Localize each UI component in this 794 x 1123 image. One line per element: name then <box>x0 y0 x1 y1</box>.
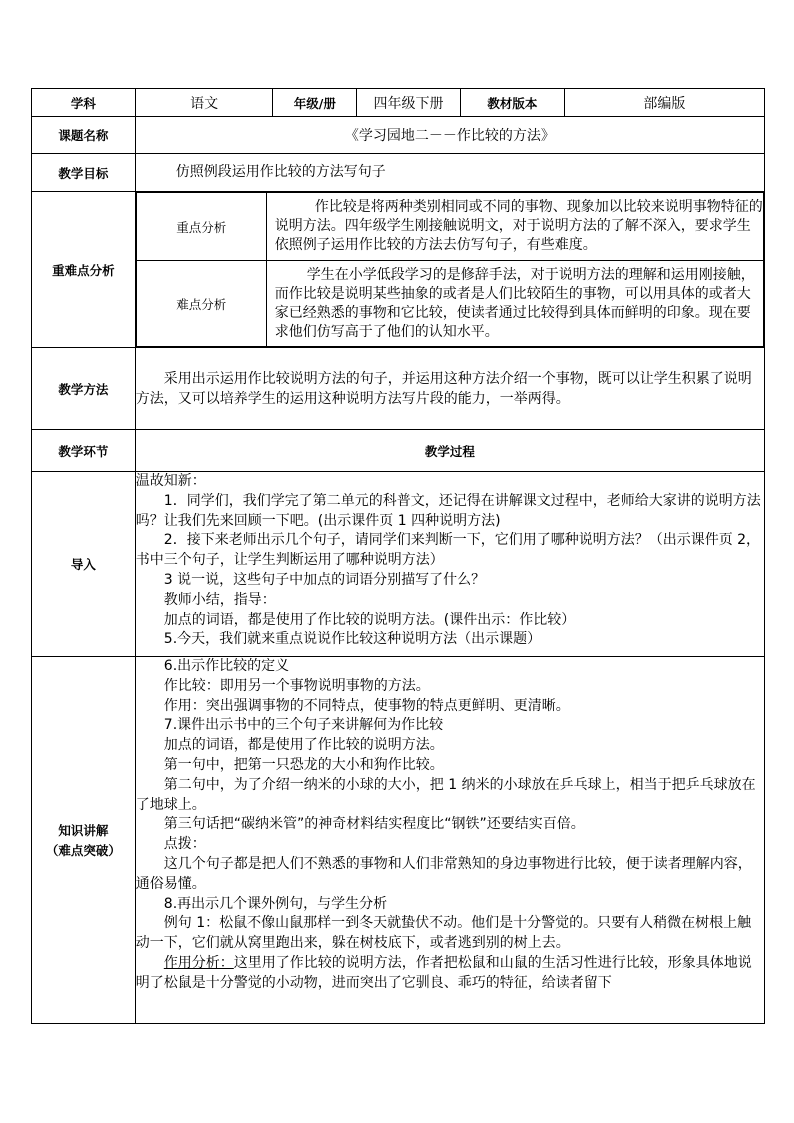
grade-value: 四年级下册 <box>357 89 461 117</box>
goal-value: 仿照例段运用作比较的方法写句子 <box>135 154 764 192</box>
intro-line: 加点的词语，都是使用了作比较的说明方法。(课件出示：作比较） <box>163 611 576 628</box>
intro-label: 导入 <box>32 472 136 657</box>
goal-row <box>32 154 765 192</box>
analysis-row <box>32 192 765 348</box>
knowledge-line: 例句 1：松鼠不像山鼠那样一到冬天就蛰伏不动。他们是十分警觉的。只要有人稍微在树根上触动一下，它们就从窝里跑出来，躲在树枝底下，或者逃到别的树上去。 <box>135 915 752 952</box>
key-analysis-text: 作比较是将两种类别相同或不同的事物、现象加以比较来说明事物特征的说明方法。四年级学生刚接触说明文，对于说明方法的了解不深入，要求学生依照例子运用作比较的方法去仿写句子，有些难度。 <box>266 193 763 261</box>
subject-value: 语文 <box>135 89 273 117</box>
method-row <box>32 348 765 430</box>
knowledge-line: 7.课件出示书中的三个句子来讲解何为作比较 <box>163 717 444 734</box>
knowledge-line: 加点的词语，都是使用了作比较的说明方法。 <box>163 737 444 754</box>
knowledge-line: 第二句中，为了介绍一纳米的小球的大小，把 1 纳米的小球放在乒乓球上，相当于把乒乓球放在了地球上。 <box>135 776 756 813</box>
knowledge-row <box>32 657 765 1024</box>
intro-line: 5.今天，我们就来重点说说作比较这种说明方法（出示课题） <box>163 631 542 648</box>
intro-line: 2．接下来老师出示几个句子，请同学们来判断一下，它们用了哪种说明方法？（出示课件页 2，书中三个句子，让学生判断运用了哪种说明方法） <box>135 532 761 569</box>
analysis-label: 重难点分析 <box>32 192 136 348</box>
intro-row <box>32 472 765 657</box>
knowledge-line: 8.再出示几个课外例句，与学生分析 <box>163 895 388 912</box>
goal-label: 教学目标 <box>32 154 136 192</box>
process-step-label: 教学环节 <box>32 430 136 472</box>
knowledge-line: 点拨： <box>163 836 206 853</box>
analysis-prefix: 作用分析： <box>163 954 234 971</box>
lesson-plan-table <box>31 88 765 1024</box>
intro-line: 温故知新： <box>135 473 206 489</box>
header-row <box>32 89 765 117</box>
method-text: 采用出示运用作比较说明方法的句子，并运用这种方法介绍一个事物，既可以让学生积累了说明方法，又可以培养学生的运用这种说明方法写片段的能力，一举两得。 <box>135 348 764 430</box>
key-analysis-label: 重点分析 <box>136 193 266 261</box>
grade-label: 年级/册 <box>273 89 357 117</box>
knowledge-line: 作用：突出强调事物的不同特点，使事物的特点更鲜明、更清晰。 <box>163 697 570 714</box>
difficult-analysis-label: 难点分析 <box>136 261 266 347</box>
intro-line: 教师小结，指导： <box>163 591 276 608</box>
knowledge-line: 第三句话把“碳纳米管”的神奇材料结实程度比“钢铁”还要结实百倍。 <box>163 816 585 833</box>
knowledge-line: 作比较：即用另一个事物说明事物的方法。 <box>163 677 430 694</box>
subject-label: 学科 <box>32 89 136 117</box>
analysis-rest: 这里用了作比较的说明方法，作者把松鼠和山鼠的生活习性进行比较，形象具体地说明了松鼠是十分警觉的小动物，进而突出了它驯良、乖巧的特征，给读者留下 <box>135 954 752 991</box>
intro-line: 3 说一说，这些句子中加点的词语分别描写了什么？ <box>163 571 486 588</box>
process-header-row <box>32 430 765 472</box>
intro-line: 1．同学们，我们学完了第二单元的科普文，还记得在讲解课文过程中，老师给大家讲的说明方法吗？让我们先来回顾一下吧。(出示课件页 1 四种说明方法) <box>135 492 761 529</box>
analysis-inner-table <box>136 192 764 347</box>
process-label: 教学过程 <box>135 430 764 472</box>
topic-value: 《学习园地二－－作比较的方法》 <box>135 117 764 154</box>
knowledge-sublabel: （难点突破） <box>45 843 121 858</box>
method-label: 教学方法 <box>32 348 136 430</box>
intro-content <box>135 472 764 657</box>
edition-label: 教材版本 <box>460 89 564 117</box>
difficult-analysis-text: 学生在小学低段学习的是修辞手法，对于说明方法的理解和运用刚接触，而作比较是说明某些抽象的或者是人们比较陌生的事物，可以用具体的或者大家已经熟悉的事物和它比较，使读者通过比较得到具体而鲜明的印象。现在要求他们仿写高于了他们的认知水平。 <box>266 261 763 347</box>
knowledge-line: 这几个句子都是把人们不熟悉的事物和人们非常熟知的身边事物进行比较，便于读者理解内容，通俗易懂。 <box>135 855 752 892</box>
knowledge-content <box>135 657 764 1024</box>
analysis-paragraph <box>136 954 764 994</box>
knowledge-line: 6.出示作比较的定义 <box>163 658 290 674</box>
knowledge-label-cell <box>32 657 136 1024</box>
topic-row <box>32 117 765 154</box>
edition-value: 部编版 <box>564 89 764 117</box>
knowledge-line: 第一句中，把第一只恐龙的大小和狗作比较。 <box>163 756 444 773</box>
knowledge-label: 知识讲解 <box>58 823 109 838</box>
topic-label: 课题名称 <box>32 117 136 154</box>
